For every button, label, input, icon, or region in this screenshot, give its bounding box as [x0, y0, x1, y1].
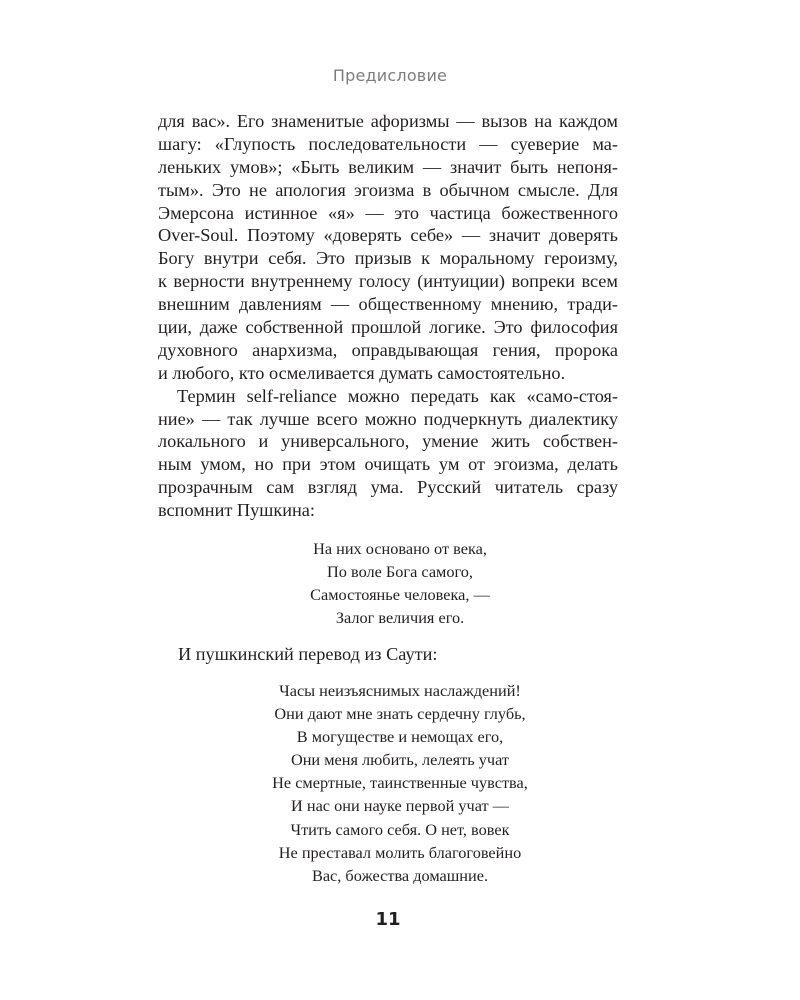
text-line: к верности внутреннему голосу (интуиции) вопреки всем — [158, 271, 618, 292]
verse-line: Самостоянье человека, — — [310, 585, 490, 605]
verse-intro-line: И пушкинский перевод из Саути: — [178, 644, 438, 664]
verse-line: И нас они науке первой учат — — [291, 796, 509, 816]
verse-line: Залог величия его. — [335, 608, 465, 628]
verse-line: В могуществе и немощах его, — [296, 727, 504, 747]
text-line: локального и универсального, умение жить собствен- — [158, 431, 618, 452]
verse-line: Вас, божества домашние. — [311, 865, 489, 885]
verse-quote-southey-translation — [200, 679, 600, 887]
verse-line: На них основано от века, — [313, 539, 487, 558]
verse-quote-pushkin — [230, 537, 570, 629]
verse-line: Они меня любить, лелеять учат — [290, 750, 510, 770]
text-line: внешним давлениям — общественному мнению, тради- — [158, 294, 618, 315]
text-line: тым». Это не апология эгоизма в обычном смысле. Для — [158, 179, 618, 200]
text-line: Богу внутри себя. Это призыв к моральному героизму, — [158, 248, 618, 269]
verse-line: По воле Бога самого, — [327, 562, 473, 582]
verse-line: Не смертные, таинственные чувства, — [272, 773, 528, 793]
text-line: ние» — так лучше всего можно подчеркнуть диалектику — [158, 408, 618, 429]
verse-line: Чтить самого себя. О нет, вовек — [290, 819, 510, 839]
text-line: и любого, кто осмеливается думать самостоятельно. — [158, 362, 566, 383]
text-line: ции, даже собственной прошлой логике. Это философия — [158, 317, 618, 338]
text-line: прозрачным сам взгляд ума. Русский читатель сразу — [158, 477, 618, 498]
text-line: для вас». Его знаменитые афоризмы — вызов на каждом — [158, 111, 618, 131]
verse-line: Не преставал молить благоговейно — [278, 842, 522, 862]
paragraph-2 — [158, 385, 618, 522]
verse-line: Они дают мне знать сердечну глубь, — [274, 704, 526, 724]
page-number: 11 — [375, 909, 401, 930]
text-line: Over-Soul. Поэтому «доверять себе» — значит доверять — [158, 225, 618, 246]
text-line: леньких умов»; «Быть великим — значит быть непоня- — [158, 156, 618, 177]
paragraph-1 — [158, 110, 618, 385]
text-line: духовного анархизма, оправдывающая гения, пророка — [158, 339, 618, 360]
body-text — [158, 110, 618, 522]
text-line: вспомнит Пушкина: — [158, 500, 315, 521]
text-line: Термин self-reliance можно передать как «само-стоя- — [177, 385, 618, 406]
running-head: Предисловие — [332, 66, 448, 85]
text-line: ным умом, но при этом очищать ум от эгоизма, делать — [158, 454, 618, 475]
verse-line: Часы неизъяснимых наслаждений! — [279, 681, 521, 700]
text-line: Эмерсона истинное «я» — это частица божественного — [158, 202, 618, 223]
text-line: шагу: «Глупость последовательности — суеверие ма- — [158, 133, 618, 154]
